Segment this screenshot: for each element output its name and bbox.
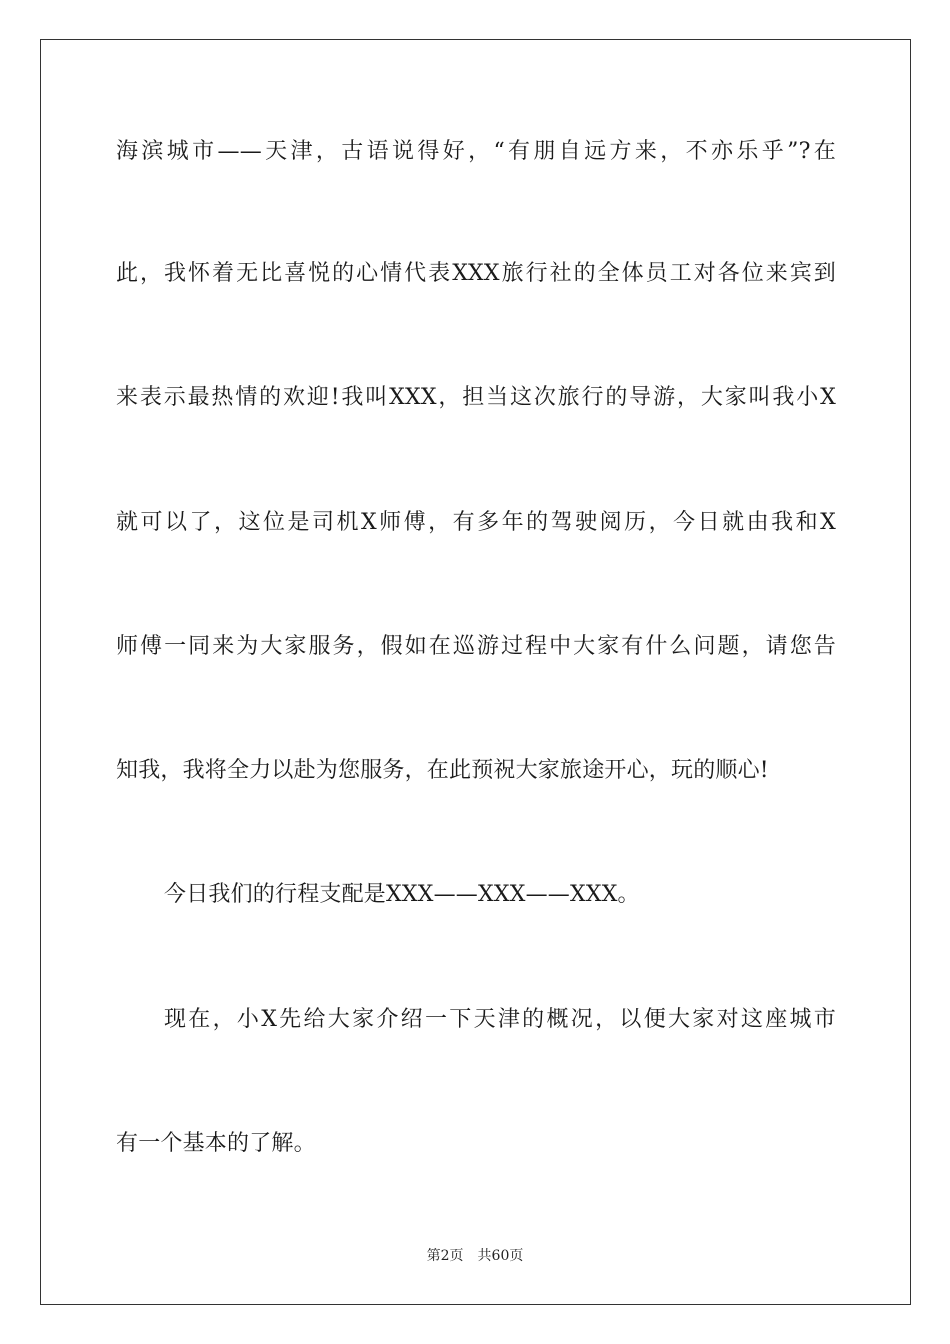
body-line-3: 来表示最热情的欢迎!我叫XXX，担当这次旅行的导游，大家叫我小X <box>116 385 836 410</box>
body-line-8: 现在，小X先给大家介绍一下天津的概况，以便大家对这座城市 <box>164 1007 836 1032</box>
total-pages: 共60页 <box>477 1248 524 1264</box>
body-line-7: 今日我们的行程支配是XXX——XXX——XXX。 <box>164 882 640 907</box>
body-line-2: 此，我怀着无比喜悦的心情代表XXX旅行社的全体员工对各位来宾到 <box>116 261 836 286</box>
body-line-5: 师傅一同来为大家服务，假如在巡游过程中大家有什么问题，请您告 <box>116 634 836 659</box>
body-line-4: 就可以了，这位是司机X师傅，有多年的驾驶阅历，今日就由我和X <box>116 510 836 535</box>
body-line-9: 有一个基本的了解。 <box>116 1131 316 1156</box>
body-line-1: 海滨城市——天津，古语说得好，“有朋自远方来，不亦乐乎”?在 <box>116 139 836 164</box>
body-line-6: 知我，我将全力以赴为您服务，在此预祝大家旅途开心，玩的顺心! <box>116 758 769 783</box>
page-frame <box>40 39 911 1305</box>
page-footer <box>0 1247 950 1265</box>
current-page-number: 第2页 <box>426 1248 464 1264</box>
